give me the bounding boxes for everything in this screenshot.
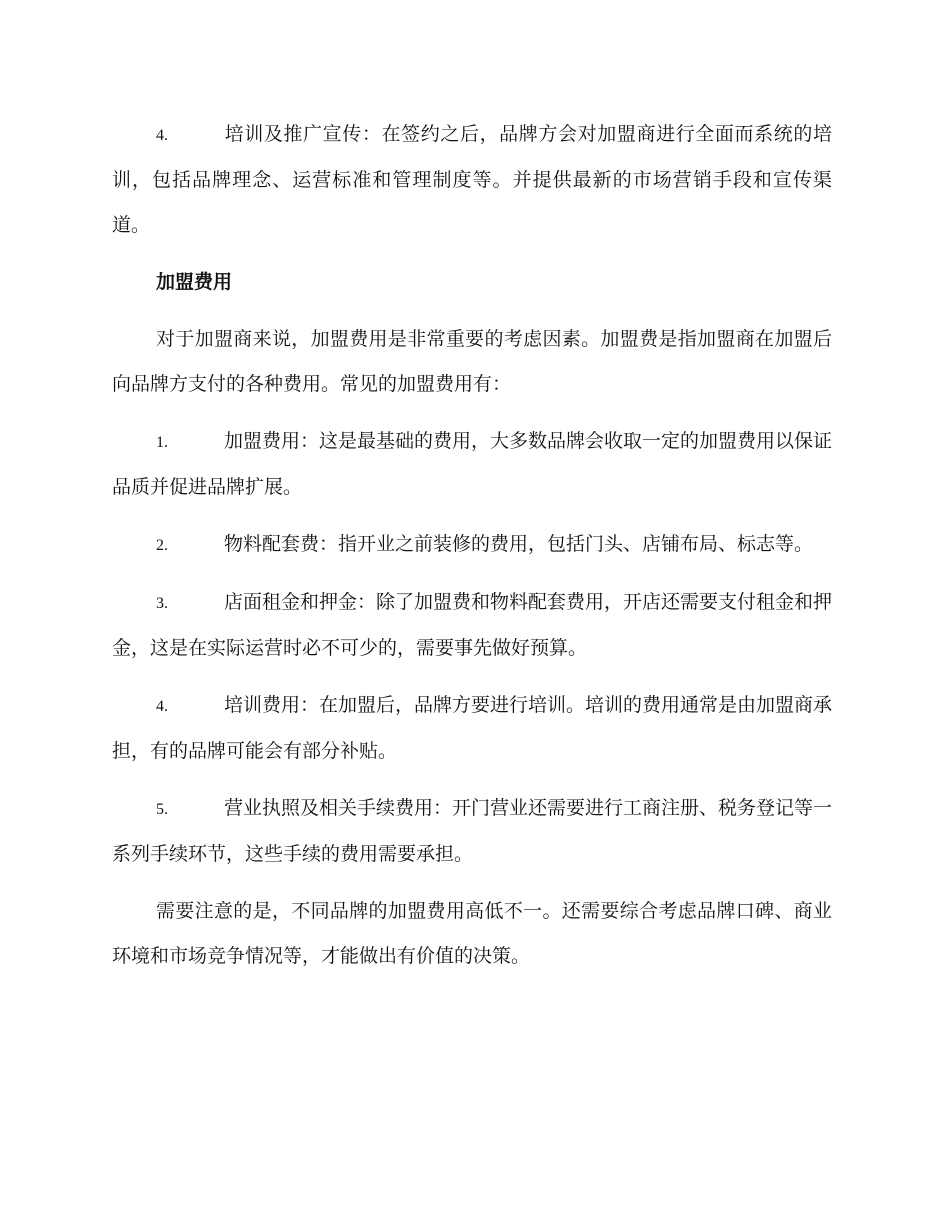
list-item: [112, 786, 832, 877]
list-item-number: 1.: [156, 434, 168, 451]
intro-paragraph: 对于加盟商来说，加盟费用是非常重要的考虑因素。加盟费是指加盟商在加盟后向品牌方支付的各种费用。常见的加盟费用有：: [112, 328, 832, 395]
list-item-number: 4.: [156, 127, 168, 144]
list-item-text: 店面租金和押金：除了加盟费和物料配套费用，开店还需要支付租金和押金，这是在实际运营时必不可少的，需要事先做好预算。: [112, 591, 833, 659]
list-item-number: 2.: [156, 537, 168, 554]
list-item-text: 培训及推广宣传：在签约之后，品牌方会对加盟商进行全面而系统的培训，包括品牌理念、运营标准和管理制度等。并提供最新的市场营销手段和宣传渠道。: [112, 123, 832, 236]
list-item: [112, 683, 832, 774]
section-heading: 加盟费用: [156, 271, 233, 293]
list-item-text: 加盟费用：这是最基础的费用，大多数品牌会收取一定的加盟费用以保证品质并促进品牌扩展。: [112, 430, 833, 498]
list-item-text: 物料配套费：指开业之前装修的费用，包括门头、店铺布局、标志等。: [224, 533, 814, 555]
list-item-number: 4.: [156, 698, 168, 715]
list-item-number: 5.: [156, 801, 168, 818]
closing-paragraph: 需要注意的是，不同品牌的加盟费用高低不一。还需要综合考虑品牌口碑、商业环境和市场竞争情况等，才能做出有价值的决策。: [112, 900, 832, 967]
list-item: [112, 522, 832, 568]
list-item-training-promotion: [112, 112, 832, 248]
list-item-text: 培训费用：在加盟后，品牌方要进行培训。培训的费用通常是由加盟商承担，有的品牌可能会有部分补贴。: [112, 694, 833, 762]
list-item: [112, 419, 832, 510]
list-item: [112, 580, 832, 671]
list-item-number: 3.: [156, 595, 168, 612]
list-item-text: 营业执照及相关手续费用：开门营业还需要进行工商注册、税务登记等一系列手续环节，这些手续的费用需要承担。: [112, 797, 833, 865]
document-page: [112, 112, 832, 991]
